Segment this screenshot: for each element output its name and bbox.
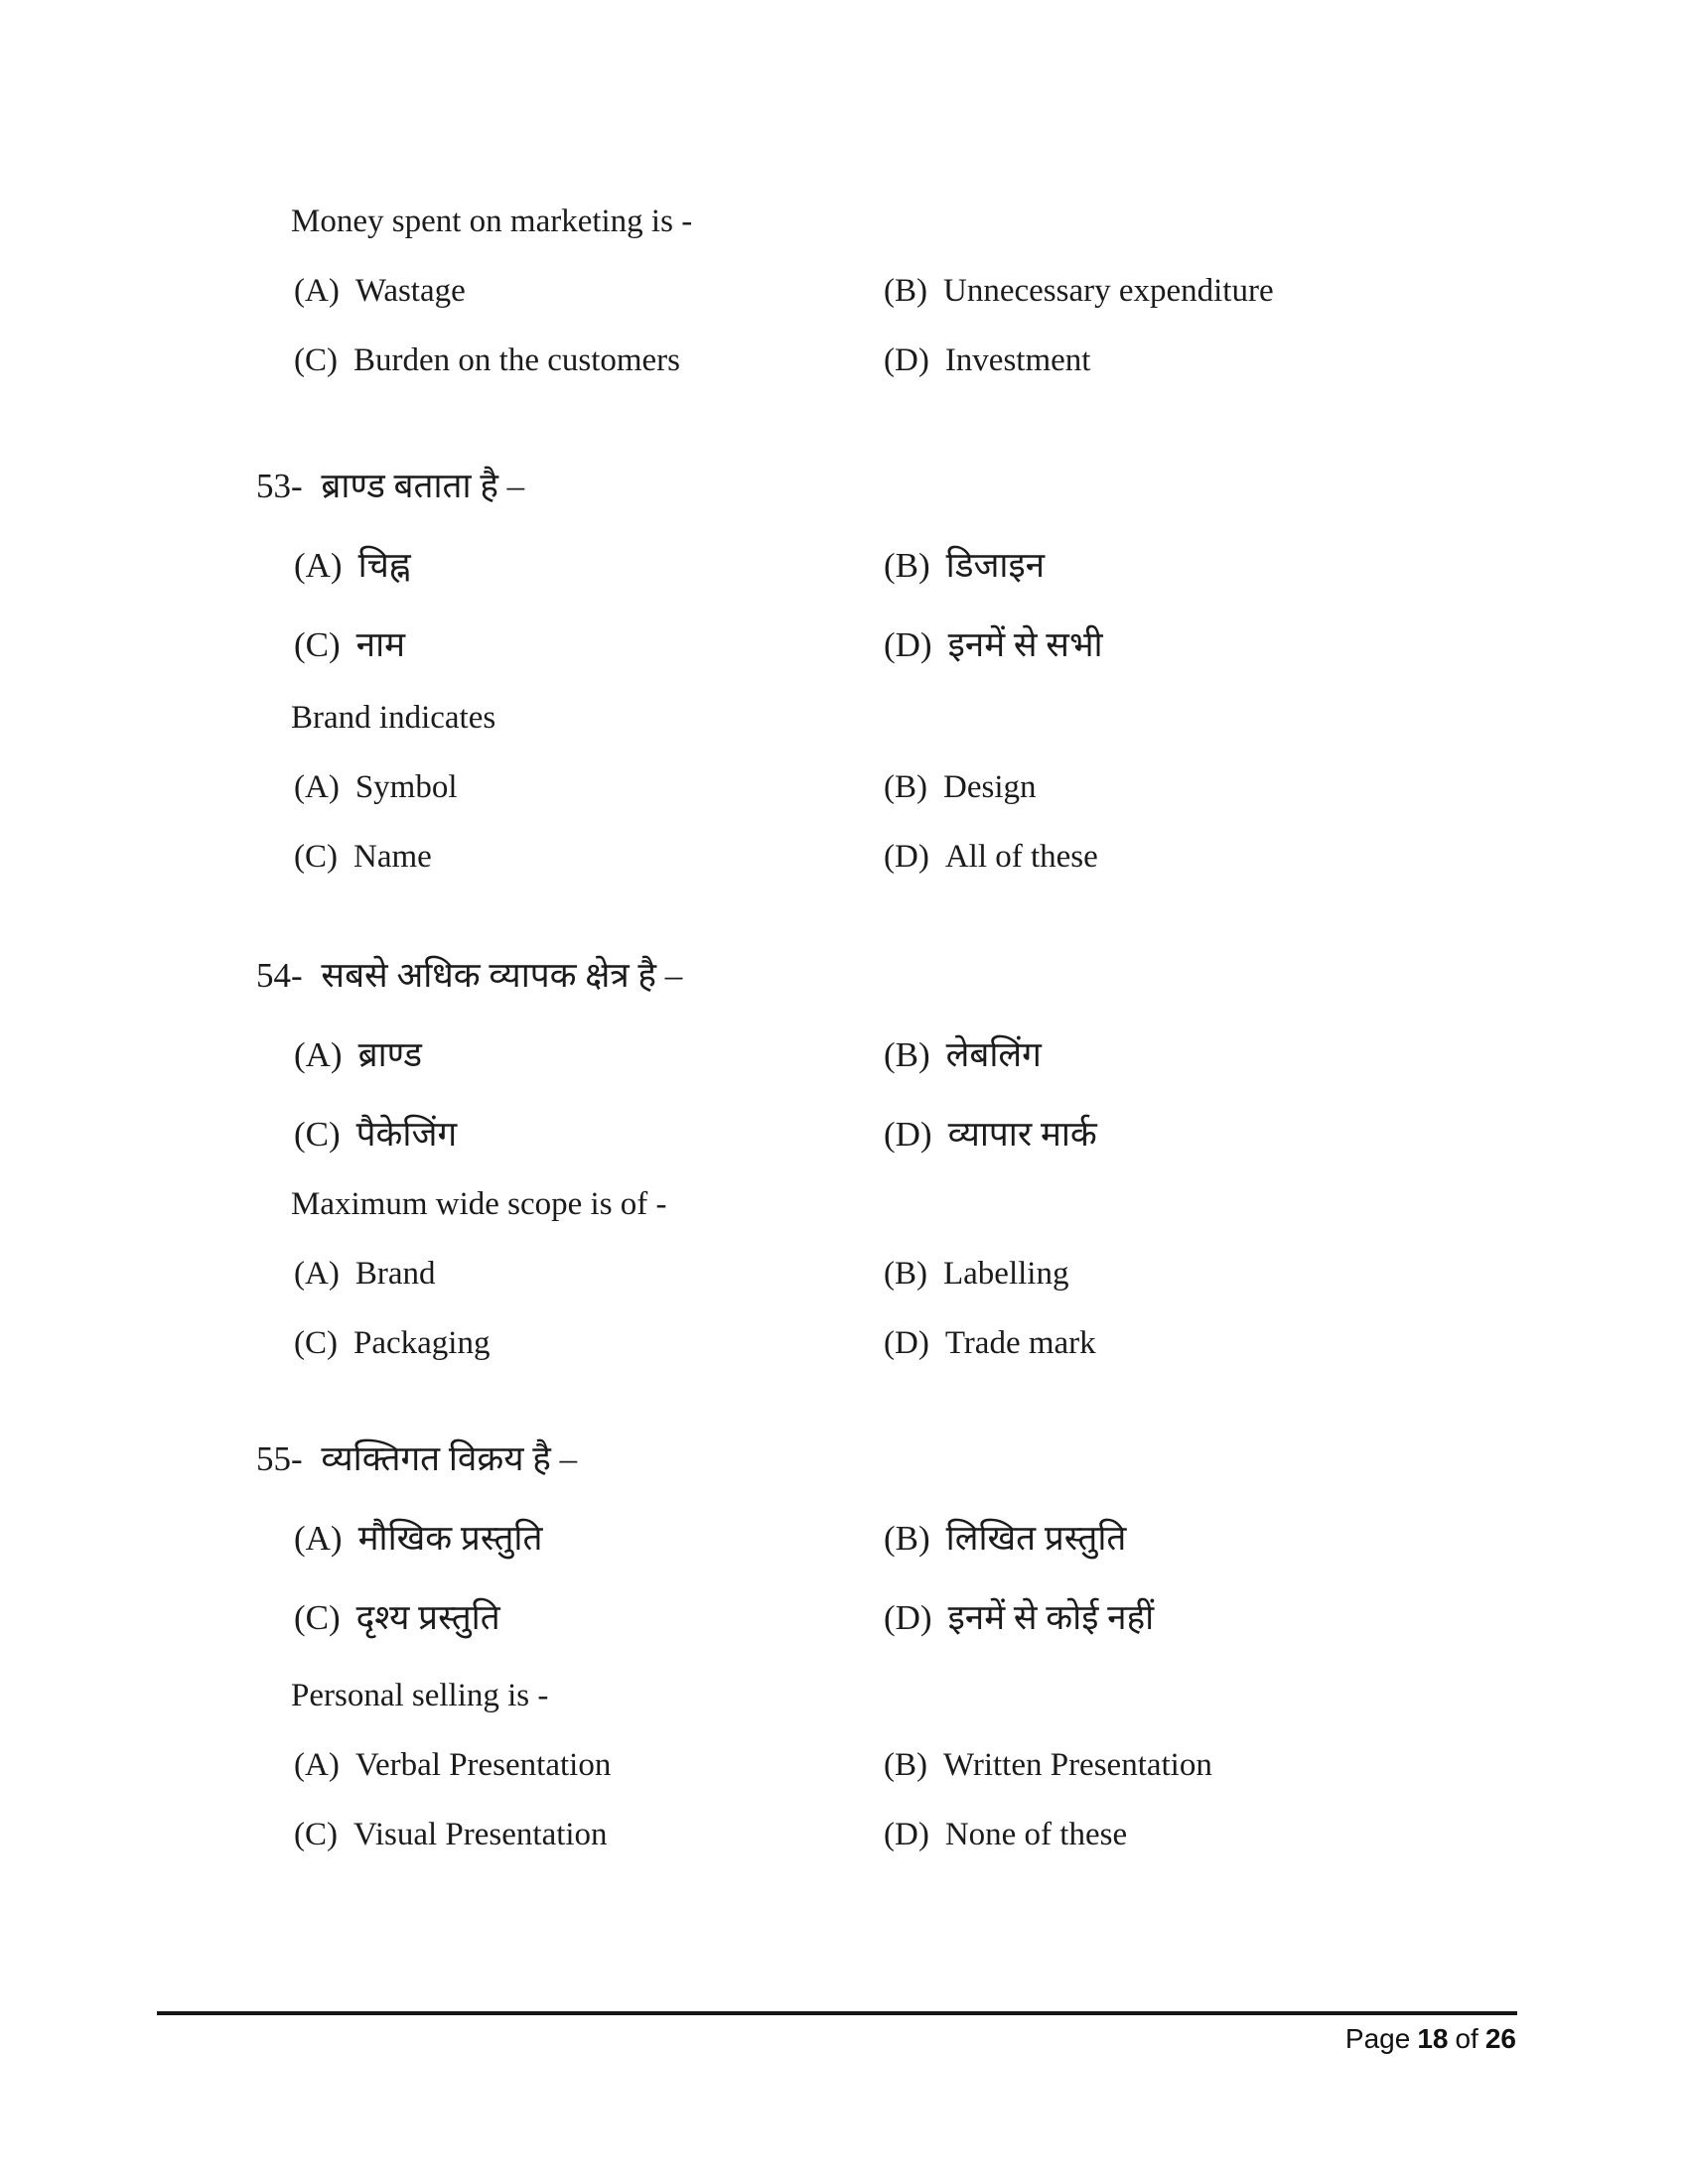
option-d — [884, 1110, 1097, 1157]
question-heading: ब्राण्ड बताता है – — [321, 467, 525, 505]
option-d — [884, 1325, 1096, 1362]
option-a — [294, 273, 466, 310]
question-heading-row — [256, 951, 682, 998]
total-pages: 26 — [1484, 2023, 1516, 2054]
option-text: Burden on the customers — [353, 342, 681, 378]
option-text: Written Presentation — [943, 1747, 1212, 1783]
option-row — [256, 1514, 1577, 1564]
option-row — [256, 1593, 1577, 1643]
option-a — [294, 1030, 422, 1077]
option-b — [884, 1747, 1212, 1784]
question-52-english-block — [256, 204, 1577, 422]
option-row — [256, 1110, 1577, 1160]
question-54-english-block — [256, 1186, 1577, 1405]
option-text: दृश्य प्रस्तुति — [355, 1598, 500, 1637]
option-b — [884, 541, 1045, 588]
option-b — [884, 1256, 1068, 1293]
option-row — [256, 342, 1577, 392]
option-text: Investment — [944, 342, 1091, 378]
option-label: (D) — [884, 1115, 932, 1154]
option-text: None of these — [944, 1817, 1128, 1852]
option-text: लेबलिंग — [945, 1035, 1042, 1074]
option-row — [256, 1256, 1577, 1305]
option-label: (D) — [884, 342, 929, 378]
option-text: Visual Presentation — [353, 1817, 608, 1852]
option-label: (D) — [884, 625, 932, 664]
option-label: (A) — [294, 1035, 343, 1074]
question-heading-row — [291, 1678, 548, 1714]
option-label: (D) — [884, 1817, 929, 1852]
option-row — [256, 1030, 1577, 1080]
question-heading-row — [256, 462, 524, 508]
of-word: of — [1455, 2023, 1478, 2054]
question-heading: व्यक्तिगत विक्रय है – — [321, 1439, 578, 1478]
option-text: डिजाइन — [945, 546, 1046, 585]
option-text: Brand — [354, 1256, 436, 1292]
option-a — [294, 1747, 611, 1784]
option-label: (B) — [884, 769, 927, 805]
footer-divider — [157, 2011, 1517, 2015]
option-c — [294, 839, 432, 876]
option-a — [294, 541, 411, 588]
question-55-hindi-block — [256, 1434, 1577, 1653]
option-label: (D) — [884, 1598, 932, 1637]
question-number: 54- — [256, 956, 303, 995]
option-d — [884, 1817, 1127, 1853]
option-row — [256, 273, 1577, 323]
option-row — [256, 769, 1577, 819]
option-text: पैकेजिंग — [355, 1115, 458, 1154]
option-c — [294, 1593, 500, 1640]
option-c — [294, 342, 680, 379]
option-row — [256, 1325, 1577, 1375]
option-row — [256, 620, 1577, 670]
option-text: इनमें से कोई नहीं — [947, 1598, 1155, 1637]
option-label: (A) — [294, 1747, 340, 1783]
option-d — [884, 342, 1090, 379]
option-label: (C) — [294, 625, 341, 664]
option-label: (D) — [884, 839, 929, 875]
option-label: (A) — [294, 273, 340, 309]
question-heading-row — [291, 1186, 667, 1223]
option-label: (B) — [884, 1035, 930, 1074]
option-text: लिखित प्रस्तुति — [945, 1519, 1127, 1558]
question-heading: Maximum wide scope is of - — [291, 1186, 667, 1222]
option-d — [884, 1593, 1154, 1640]
option-text: Symbol — [354, 769, 458, 805]
option-text: नाम — [355, 625, 406, 664]
option-text: Name — [353, 839, 432, 875]
option-text: मौखिक प्रस्तुति — [357, 1519, 543, 1558]
question-53-hindi-block — [256, 462, 1577, 680]
question-heading-row — [256, 1434, 577, 1481]
option-text: ब्राण्ड — [357, 1035, 422, 1074]
option-row — [256, 1817, 1577, 1866]
option-text: Packaging — [353, 1325, 491, 1361]
option-text: चिह्न — [357, 546, 411, 585]
option-text: Unnecessary expenditure — [943, 273, 1274, 309]
option-label: (B) — [884, 273, 927, 309]
option-label: (D) — [884, 1325, 929, 1361]
question-55-english-block — [256, 1678, 1577, 1896]
question-53-english-block — [256, 700, 1577, 918]
option-label: (C) — [294, 1598, 341, 1637]
page-word: Page — [1344, 2023, 1411, 2054]
option-label: (C) — [294, 1115, 341, 1154]
option-a — [294, 769, 458, 806]
question-heading: Personal selling is - — [291, 1678, 549, 1713]
option-c — [294, 620, 405, 667]
question-heading-row — [291, 204, 692, 240]
option-text: Design — [943, 769, 1037, 805]
option-b — [884, 1514, 1126, 1561]
option-a — [294, 1514, 542, 1561]
option-b — [884, 769, 1037, 806]
option-row — [256, 839, 1577, 888]
option-label: (A) — [294, 769, 340, 805]
question-number: 55- — [256, 1439, 303, 1478]
question-54-hindi-block — [256, 951, 1577, 1169]
question-heading: Money spent on marketing is - — [291, 204, 693, 239]
option-text: Labelling — [943, 1256, 1069, 1292]
page-number: 18 — [1417, 2023, 1449, 2054]
option-d — [884, 620, 1103, 667]
option-label: (C) — [294, 839, 338, 875]
option-label: (A) — [294, 1256, 340, 1292]
option-text: व्यापार मार्क — [947, 1115, 1097, 1154]
option-d — [884, 839, 1098, 876]
page-footer — [1345, 2023, 1516, 2055]
option-label: (A) — [294, 1519, 343, 1558]
option-label: (C) — [294, 1817, 338, 1852]
option-c — [294, 1110, 457, 1157]
option-c — [294, 1325, 490, 1362]
option-text: Verbal Presentation — [354, 1747, 612, 1783]
question-heading: Brand indicates — [291, 700, 496, 736]
option-label: (A) — [294, 546, 343, 585]
option-label: (C) — [294, 1325, 338, 1361]
option-label: (C) — [294, 342, 338, 378]
question-heading: सबसे अधिक व्यापक क्षेत्र है – — [321, 956, 683, 995]
question-number: 53- — [256, 467, 303, 505]
option-b — [884, 273, 1274, 310]
option-a — [294, 1256, 435, 1293]
option-text: इनमें से सभी — [947, 625, 1103, 664]
option-label: (B) — [884, 546, 930, 585]
option-c — [294, 1817, 608, 1853]
option-text: All of these — [944, 839, 1098, 875]
option-label: (B) — [884, 1747, 927, 1783]
option-row — [256, 541, 1577, 591]
option-b — [884, 1030, 1042, 1077]
question-heading-row — [291, 700, 495, 737]
option-label: (B) — [884, 1519, 930, 1558]
option-text: Wastage — [354, 273, 466, 309]
option-text: Trade mark — [944, 1325, 1096, 1361]
option-row — [256, 1747, 1577, 1797]
option-label: (B) — [884, 1256, 927, 1292]
